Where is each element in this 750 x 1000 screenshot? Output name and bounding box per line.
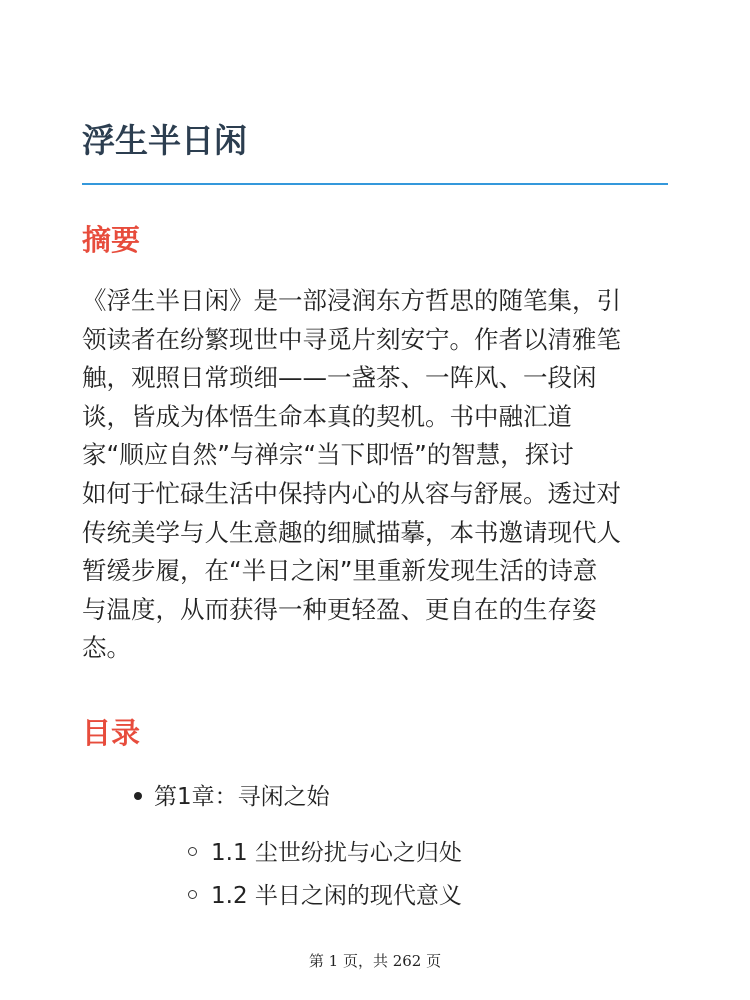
bullet-circle-icon xyxy=(188,890,197,899)
toc-section-label: 1.2 半日之闲的现代意义 xyxy=(211,883,462,909)
page-number-footer: 第 1 页，共 262 页 xyxy=(308,952,442,970)
summary-line: 家“顺应自然”与禅宗“当下即悟”的智慧，探讨 xyxy=(82,440,574,470)
summary-heading: 摘要 xyxy=(82,223,141,257)
toc-chapter-item[interactable] xyxy=(134,780,330,814)
summary-line: 触，观照日常琐细——一盏茶、一阵风、一段闲 xyxy=(82,363,597,393)
summary-line: 态。 xyxy=(82,633,131,663)
document-page xyxy=(82,0,668,1000)
toc-chapter-label: 第1章：寻闲之始 xyxy=(154,784,330,810)
summary-line: 传统美学与人生意趣的细腻描摹，本书邀请现代人 xyxy=(82,517,621,547)
summary-line: 暂缓步履，在“半日之闲”里重新发现生活的诗意 xyxy=(82,556,598,586)
toc-heading: 目录 xyxy=(82,716,141,750)
book-title: 浮生半日闲 xyxy=(82,121,247,160)
summary-line: 谈，皆成为体悟生命本真的契机。书中融汇道 xyxy=(82,401,572,431)
toc-section-item[interactable] xyxy=(188,836,462,870)
summary-line: 《浮生半日闲》是一部浸润东方哲思的随笔集，引 xyxy=(82,286,621,315)
summary-line: 领读者在纷繁现世中寻觅片刻安宁。作者以清雅笔 xyxy=(82,324,621,354)
toc-section-item[interactable] xyxy=(188,879,462,913)
bullet-circle-icon xyxy=(188,847,197,856)
bullet-disc-icon xyxy=(134,792,142,800)
table-of-contents xyxy=(82,0,668,1000)
toc-section-label: 1.1 尘世纷扰与心之归处 xyxy=(211,840,462,866)
summary-line: 与温度，从而获得一种更轻盈、更自在的生存姿 xyxy=(82,594,597,624)
summary-line: 如何于忙碌生活中保持内心的从容与舒展。透过对 xyxy=(82,478,621,508)
